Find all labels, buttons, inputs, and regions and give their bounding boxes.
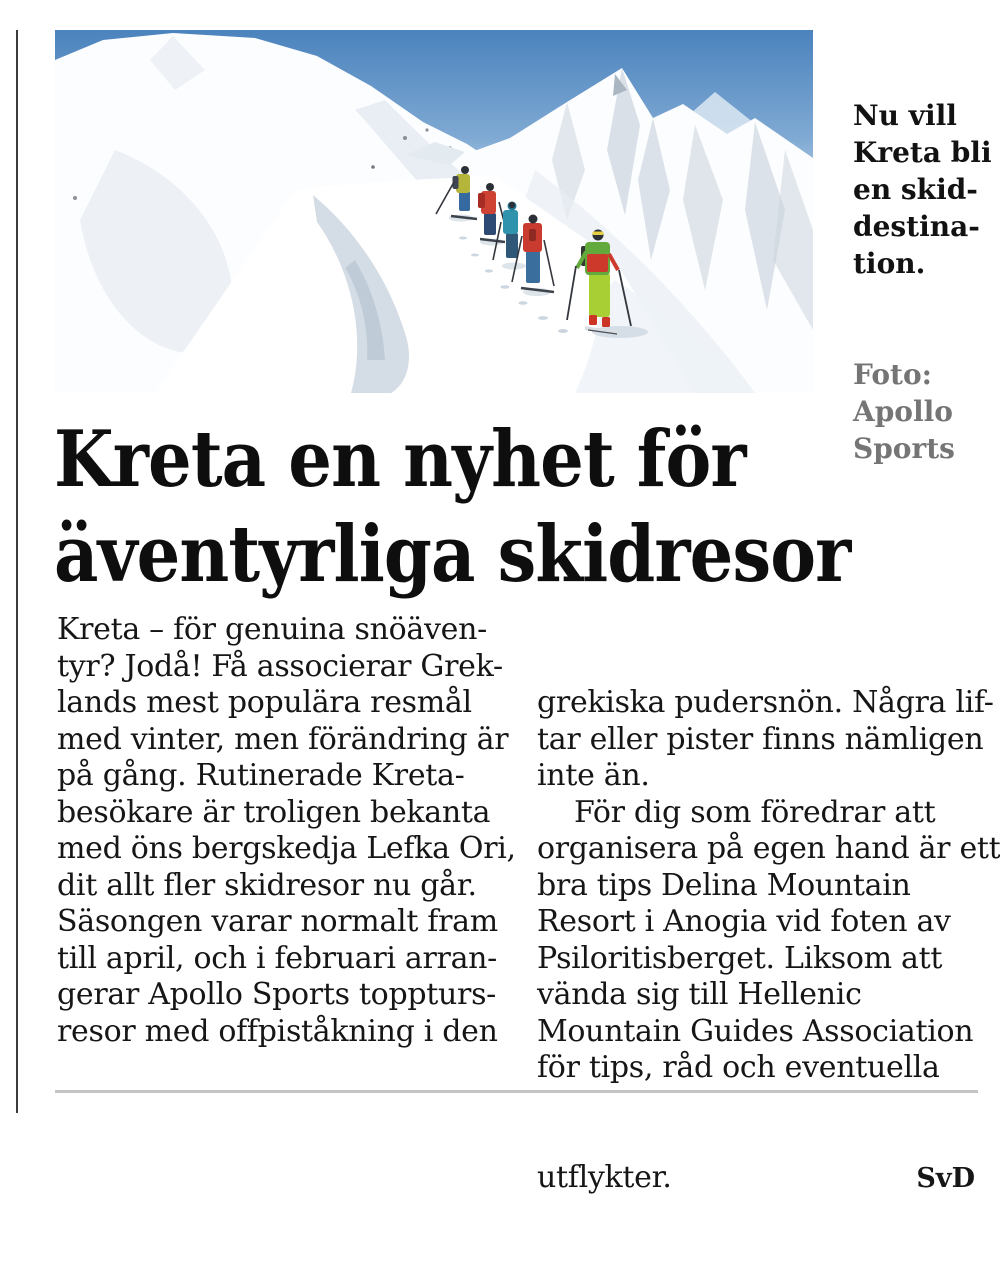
body-last-line-text: utflykter. xyxy=(537,1159,672,1195)
body-column-right-text: grekiska pudersnön. Några lif- tar eller pister finns nämligen inte än. För dig som föredrar att organisera på egen hand är ett bra tips Delina Mountain Resort i Anogia vid foten av Psiloritisberget. Liksom att vända sig till Hellenic Mountain Guides Association för tips, råd och eventuella xyxy=(537,685,1000,1085)
body-last-line xyxy=(537,1160,975,1198)
headline-line-2: äventyrliga skidresor xyxy=(54,509,851,600)
body-column-right xyxy=(537,612,1000,1270)
headline-line-1: Kreta en nyhet för xyxy=(54,414,746,505)
article-headline xyxy=(54,412,954,602)
article-left-rule xyxy=(16,30,18,1113)
photo-caption-text: Nu vill Kreta bli en skid- destina- tion. xyxy=(853,99,992,280)
ski-mountain-photo xyxy=(55,30,813,393)
photo-credit: Foto: Apollo Sports xyxy=(853,358,955,465)
byline-svd: SvD xyxy=(916,1162,975,1194)
article-bottom-rule xyxy=(55,1090,978,1093)
body-column-left: Kreta – för genuina snöäven- tyr? Jodå! Få associerar Grek- lands mest populära resmål med vinter, men förändring är på gång. Rutinerade Kreta- besökare är troligen bekanta med öns bergskedja Lefka Ori, dit allt fler skidresor nu går. Säsongen varar normalt fram till april, och i februari arran- gerar Apollo Sports toppturs- resor med offpiståkning i den xyxy=(57,612,516,1049)
article-photo xyxy=(55,30,813,393)
